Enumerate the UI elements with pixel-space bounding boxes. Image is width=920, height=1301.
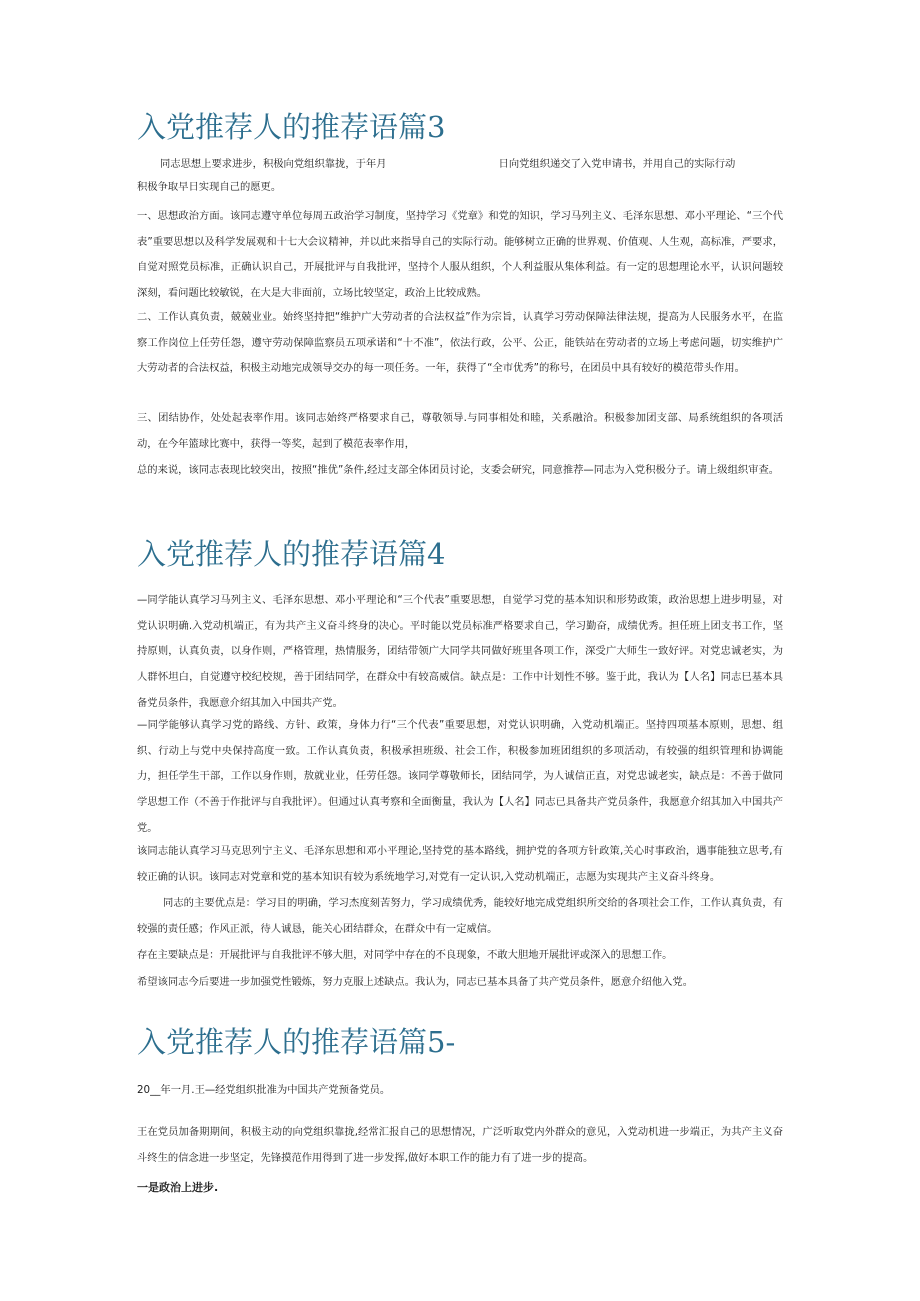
section-5-title: 入党推荐人的推荐语篇5- — [137, 1025, 456, 1059]
section-3-intro-part-1: 同志思想上要求进步，积极向党组织靠拢，于年月 — [160, 158, 387, 170]
section-3-intro-line-2: 积极争取早日实现自己的愿更。 — [137, 181, 282, 193]
section-4-paragraph-6: 希望该同志今后要进一步加强党性锻炼，努力克服上述缺点。我认为，同志已基本具备了共产党员条件，愿意介绍他入党。 — [137, 976, 694, 988]
section-4-paragraph-3: 该同志能认真学习马克思列宁主义、毛泽东思想和邓小平理论,坚持党的基本路线，拥护党的各项方针政策,关心时事政治，遇事能独立思考,有较正确的认识。该同志对党章和党的基本知识有较为系统地学习,对党有一定认识,入党动机端正，志愿为实现共产主义奋斗终身。 — [137, 845, 783, 883]
section-3-intro — [160, 152, 860, 178]
section-3-paragraph-4: 总的来说，该同志表现比较突出，按照“推优”条件,经过支部全体团员讨论，支委会研究，同意推荐—同志为入党积极分子。请上级组织审查。 — [137, 464, 780, 476]
section-3-title: 入党推荐人的推荐语篇3 — [137, 110, 446, 144]
section-5-paragraph-3: 一是政治上进步. — [137, 1181, 219, 1194]
section-4-paragraph-5: 存在主要缺点是：开展批评与自我批评不够大胆，对同学中存在的不良现象，不敢大胆地开展批评或深入的思想工作。 — [137, 949, 673, 961]
section-4-paragraph-4: 同志的主要优点是：学习目的明确，学习杰度刻苦努力，学习成绩优秀，能较好地完成党组织所交给的各项社会工作，工作认真负责，有较强的责任感；作风正派，待人诚恳，能关心团结群众，在群众中有一定威信。 — [137, 897, 783, 935]
section-3-paragraph-3: 三、团结协作，处处起表率作用。该同志始终严格要求自己，尊敬领导.与同事相处和睦，关系融洽。积极参加团支部、局系统组织的各项活动，在今年篮球比赛中，获得一等奖，起到了模范表率作用， — [137, 412, 783, 450]
section-3-paragraph-2: 二、工作认真负责，兢兢业业。始终坚持把“维护广大劳动者的合法权益”作为宗旨，认真学习劳动保障法律法规，提高为人民服务水平，在监察工作岗位上任劳任怨，遵守劳动保障监察员五项承诺和“十不准”，依法行政，公平、公正，能铁站在劳动者的立场上考虑问题，切实维护广大劳动者的合法权益，积极主动地完成领导交办的每一项任务。一年，获得了“全市优秀”的称号，在团员中具有较好的模范带头作用。 — [137, 311, 783, 375]
section-4-title: 入党推荐人的推荐语篇4 — [137, 537, 446, 571]
section-3-intro-part-2: 日向党组织递交了入党申请书，并用自己的实际行动 — [498, 158, 736, 170]
section-4-paragraph-1: —同学能认真学习马列主义、毛泽东思想、邓小平理论和“三个代表”重要思想，自觉学习党的基本知识和形势政策，政治思想上进步明显，对党认识明确.入党动机端正，有为共产主义奋斗终身的决心。平时能以党员标准严格要求自己，学习勤奋，成绩优秀。担任班上团支书工作，坚持原则，认真负责，以身作则，严格管理，热情服务，团结带领广大同学共同做好班里各项工作，深受广大师生一致好评。对党忠诚老实，为人群怀坦白，自觉遵守校纪校规，善于团结同学，在群众中有较高威信。缺点是：工作中计划性不够。鉴于此，我认为【人名】同志巳基本具备党员条件，我愿意介绍其加入中国共产党。 — [137, 594, 783, 709]
section-5-paragraph-2: 王在党员加备期期间，积极主动的向党组织靠拢,经常汇报自己的思想情况，广泛听取党内外群众的意见，入党动机进一步端正，为共产主义奋斗终生的信念进一步坚定，先锋摸范作用得到了进一步发挥,做好本职工作的能力有了进一步的提高。 — [137, 1126, 783, 1164]
section-3-paragraph-1: 一、思想政治方面。该同志遵守单位每周五政治学习制度，坚持学习《党章》和党的知识，学习马列主义、毛泽东思想、邓小平理论、“三个代表”重要思想以及科学发展观和十七大会议精神，并以此来指导自己的实际行动。能够树立正确的世界观、价值观、人生观，高标准，严要求，自觉对照党员标准，正确认识自己，开展批评与自我批评，坚持个人服从组织，个人利益服从集体利益。有一定的思想理论水平，认识问题较深刻，看问题比较敏锐，在大是大非面前，立场比较坚定，政治上比较成熟。 — [137, 210, 783, 300]
section-4-paragraph-2: —同学能够认真学习党的路线、方针、政策，身体力行“三个代表”重要思想，对党认识明确，入党动机端正。坚持四项基本原则，思想、组织、行动上与党中央保持高度一致。工作认真负责，积极承担班级、社会工作，积极参加班团组织的多项活动，有较强的组织管理和协调能力，担任学生干部，工作以身作则，敖就业业，任劳任怨。该同学尊敬师长，团结同学，为人诚信正直，对党忠诚老实，缺点是：不善于做同学思想工作（不善于作批评与自我批评）。但通过认真考察和全面衡量，我认为【人名】同志已具备共产党员条件，我愿意介绍其加入中国共产党。 — [137, 719, 783, 834]
section-5-paragraph-1: 20__年一月.王—经党组织批准为中国共产党预备党员。 — [137, 1084, 391, 1096]
